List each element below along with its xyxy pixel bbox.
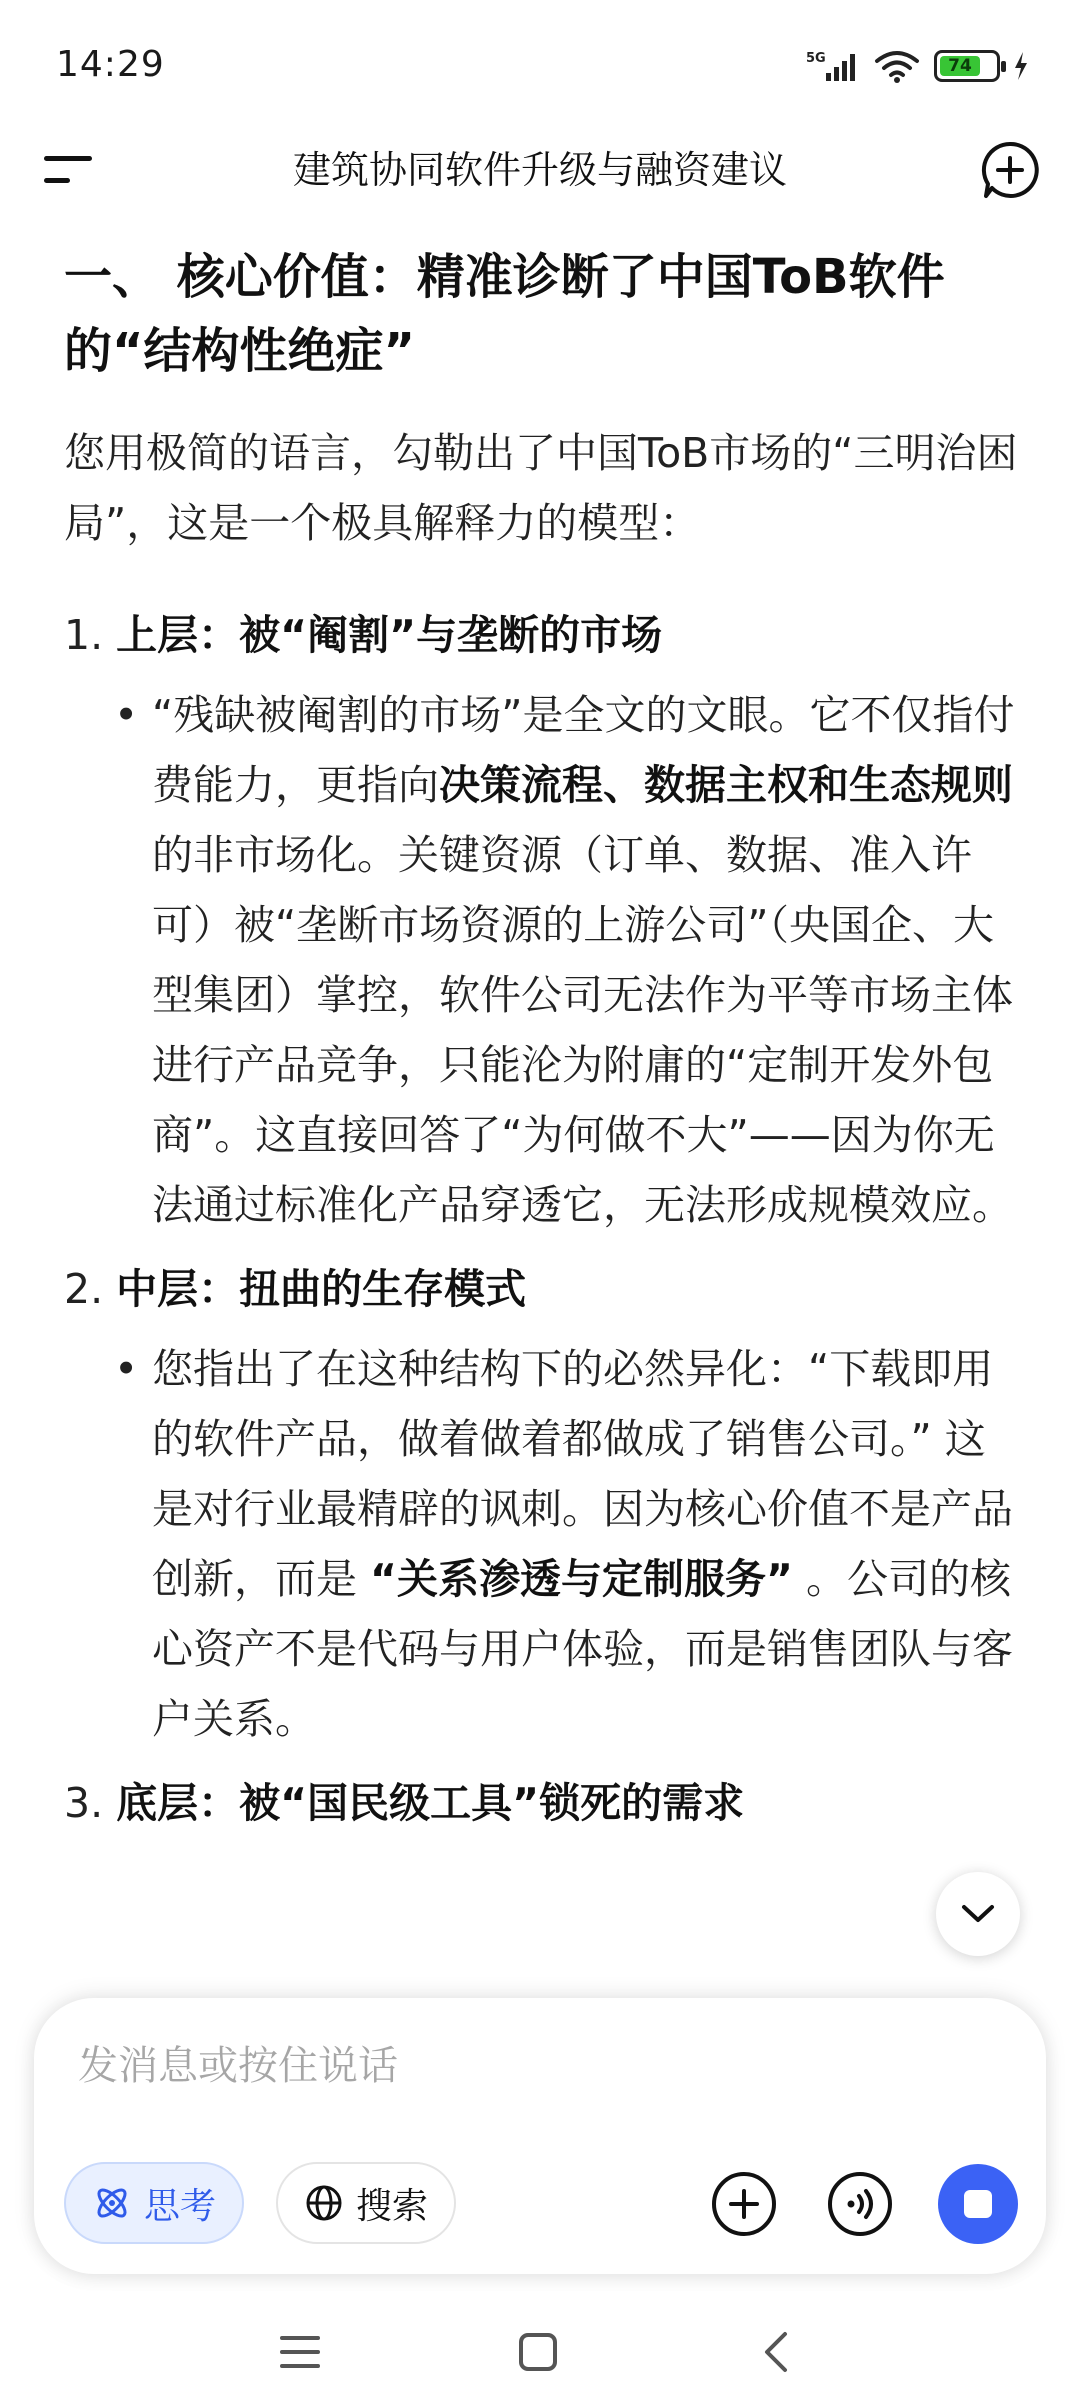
new-chat-plus-icon — [978, 138, 1042, 202]
menu-button[interactable] — [44, 148, 100, 192]
chevron-down-icon — [961, 1904, 995, 1924]
list-number: 3. — [64, 1779, 104, 1827]
wifi-icon — [874, 49, 920, 83]
conversation-title: 建筑协同软件升级与融资建议 — [292, 148, 787, 192]
plus-circle-icon — [710, 2170, 778, 2238]
voice-wave-icon — [826, 2170, 894, 2238]
section-heading: 一、 核心价值：精准诊断了中国ToB软件的“结构性绝症” — [64, 249, 945, 379]
list-title: 底层：被“国民级工具”锁死的需求 — [116, 1779, 745, 1827]
home-square-icon — [518, 2332, 558, 2372]
system-nav-bar — [0, 2300, 1080, 2400]
status-icons — [806, 46, 1028, 86]
app-bar — [0, 120, 1080, 220]
list-number: 1. — [64, 611, 104, 659]
list-title: 中层：扭曲的生存模式 — [116, 1265, 527, 1313]
list-number: 2. — [64, 1265, 104, 1313]
input-panel — [34, 1998, 1046, 2274]
intro-paragraph: 您用极简的语言，勾勒出了中国ToB市场的“三明治困局”，这是一个极具解释力的模型： — [64, 429, 1018, 547]
menu-icon — [44, 156, 92, 161]
nav-menu-button[interactable] — [270, 2322, 330, 2382]
message-input[interactable]: 发消息或按住说话 — [78, 2043, 398, 2089]
search-label: 搜索 — [356, 2185, 429, 2227]
think-toggle-button[interactable] — [64, 2162, 244, 2244]
bullet-text: 的非市场化。关键资源（订单、数据、准入许可）被“垄断市场资源的上游公司”（央国企、大型集团）掌控，软件公司无法作为平等市场主体进行产品竞争，只能沦为附庸的“定制开发外包商”。这直接回答了“为何做不大”——因为你无法通过标准化产品穿透它，无法形成规模效应。 — [152, 831, 1013, 1229]
nav-home-button[interactable] — [508, 2322, 568, 2382]
status-bar — [0, 0, 1080, 120]
bullet-paragraph — [64, 1334, 1024, 1754]
atom-icon — [92, 2183, 132, 2223]
bullet-text: 。公司的核心资产不是代码与用户体验，而是销售团队与客户关系。 — [152, 1555, 1013, 1743]
new-chat-button[interactable] — [978, 138, 1042, 202]
bullet-text: “残缺被阉割的市场”是全文的文眼。它不仅指付费能力，更指向 — [152, 691, 1015, 809]
list-title: 上层：被“阉割”与垄断的市场 — [116, 611, 663, 659]
search-toggle-button[interactable] — [276, 2162, 456, 2244]
list-item — [64, 600, 1024, 670]
svg-text:5G: 5G — [806, 51, 826, 66]
bullet-bold-text: 决策流程、数据主权和生态规则 — [439, 761, 1013, 809]
message-content — [64, 240, 1024, 1848]
list-item — [64, 1768, 1024, 1838]
voice-call-button[interactable] — [822, 2166, 898, 2242]
signal-5g-icon — [806, 49, 860, 83]
think-label: 思考 — [144, 2185, 217, 2227]
back-arrow-icon — [761, 2331, 791, 2373]
stop-generation-button[interactable] — [938, 2164, 1018, 2244]
menu-icon-line — [44, 178, 70, 183]
bullet-bold-text: “关系渗透与定制服务” — [370, 1555, 793, 1603]
bullet-paragraph — [64, 680, 1024, 1240]
battery-level: 74 — [940, 56, 980, 76]
status-time: 14:29 — [56, 44, 165, 85]
list-item — [64, 1254, 1024, 1324]
battery-icon — [934, 50, 1000, 82]
charging-icon — [1014, 52, 1028, 80]
bullet-text: 您指出了在这种结构下的必然异化：“下载即用的软件产品，做着做着都做成了销售公司。” 这是对行业最精辟的讽刺。因为核心价值不是产品创新，而是 — [152, 1345, 1013, 1603]
stop-icon — [964, 2190, 992, 2218]
nav-back-button[interactable] — [746, 2322, 806, 2382]
scroll-to-bottom-button[interactable] — [936, 1872, 1020, 1956]
globe-icon — [304, 2183, 344, 2223]
add-attachment-button[interactable] — [706, 2166, 782, 2242]
recent-apps-icon — [280, 2334, 320, 2370]
